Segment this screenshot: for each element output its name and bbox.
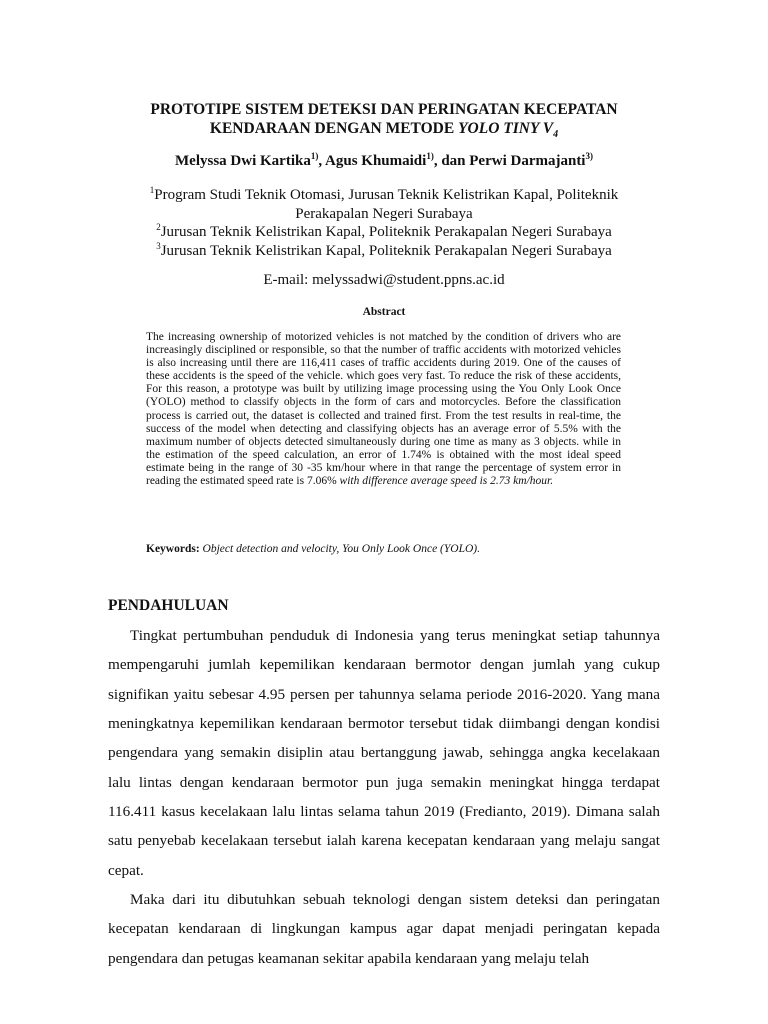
body-paragraph: Tingkat pertumbuhan penduduk di Indonesia yang terus meningkat setiap tahunnya mempengaruhi jumlah kepemilikan kendaraan bermotor dengan jumlah yang cukup signifikan yaitu sebesar 4.95 persen per tahunnya selama periode 2016-2020. Yang mana meningkatnya kepemilikan kendaraan bermotor tersebut tidak diimbangi dengan kondisi pengendara yang semakin disiplin atau bertanggung jawab, sehingga angka kecelakaan lalu lintas dengan kendaraan bermotor pun juga semakin meningkat hingga terdapat 116.411 kasus kecelakaan lalu lintas selama tahun 2019 (Fredianto, 2019). Dimana salah satu penyebab kecelakaan tersebut ialah karena kecepatan kendaraan yang melaju sangat cepat. bbox=[108, 627, 660, 879]
affiliation-text: Jurusan Teknik Kelistrikan Kapal, Politeknik Perakapalan Negeri Surabaya bbox=[160, 224, 612, 240]
title-line-2-italic: YOLO TINY V bbox=[458, 120, 554, 137]
affiliation-line bbox=[60, 186, 708, 205]
author-list bbox=[60, 151, 708, 171]
author-name: Agus Khumaidi bbox=[325, 153, 427, 169]
affiliation-text: Jurusan Teknik Kelistrikan Kapal, Politeknik Perakapalan Negeri Surabaya bbox=[160, 242, 612, 259]
abstract-heading: Abstract bbox=[362, 306, 406, 318]
affiliation-mark: 2 bbox=[156, 222, 161, 232]
abstract-body bbox=[146, 331, 621, 488]
affiliation-text: Perakapalan Negeri Surabaya bbox=[295, 205, 473, 222]
abstract-text-italic: with difference average speed is 2.73 km/hour. bbox=[336, 475, 554, 488]
affiliation-mark: 1 bbox=[149, 185, 155, 195]
affiliations bbox=[60, 186, 708, 260]
author-name: Melyssa Dwi Kartika bbox=[175, 153, 311, 169]
affiliation-mark: 3 bbox=[156, 240, 161, 251]
abstract-text: The increasing ownership of motorized vehicles is not matched by the condition of drivers who are increasingly disciplined or responsible, so that the number of traffic accidents with motorized vehicles is also increasing until there are 116,411 cases of traffic accidents during 2019. One of the causes of these accidents is the speed of the vehicle. which goes very fast. To reduce the risk of these accidents, For this reason, a prototype was built by utilizing image processing using the You Only Look Once (YOLO) method to classify objects in the form of cars and motorcycles. Before the classification process is carried out, the dataset is collected and trained first. From the test results in real-time, the success of the model when detecting and classifying objects has an average error of 5.5% with the maximum number of objects detected simultaneously during one time as many as 3 objects. while in the estimation of the speed calculation, an error of 1.74% is obtained with the most ideal speed estimate being in the range of 30 -35 km/hour where in that range the percentage of system error in reading the estimated speed rate is 7.06% bbox=[146, 331, 621, 488]
keywords-text: Object detection and velocity, You Only Look Once (YOLO). bbox=[202, 543, 480, 555]
author-affiliation-mark: 1) bbox=[310, 151, 319, 161]
affiliation-line bbox=[60, 223, 708, 242]
section-heading: PENDAHULUAN bbox=[108, 597, 229, 614]
author-affiliation-mark: 3) bbox=[585, 151, 593, 161]
author-affiliation-mark: 1) bbox=[426, 151, 434, 161]
title-line-2-text: KENDARAAN DENGAN METODE bbox=[209, 120, 459, 137]
contact-email: E-mail: melyssadwi@student.ppns.ac.id bbox=[263, 272, 505, 288]
body-paragraph: Maka dari itu dibutuhkan sebuah teknologi dengan sistem deteksi dan peringatan kecepatan kendaraan di lingkungan kampus agar dapat menjadi peringatan kepada pengendara dan petugas keamanan sekitar apabila kendaraan yang melaju telah bbox=[108, 891, 660, 967]
paper-title bbox=[60, 100, 708, 144]
affiliation-line bbox=[60, 205, 708, 224]
author-separator: , bbox=[318, 153, 326, 169]
affiliation-text: Program Studi Teknik Otomasi, Jurusan Teknik Kelistrikan Kapal, Politeknik bbox=[154, 187, 619, 203]
title-line-1: PROTOTIPE SISTEM DETEKSI DAN PERINGATAN KECEPATAN bbox=[150, 101, 618, 118]
keywords-label: Keywords: bbox=[146, 543, 203, 555]
section-body bbox=[108, 621, 660, 973]
keywords bbox=[146, 542, 621, 556]
author-separator: , dan bbox=[433, 153, 470, 169]
affiliation-line bbox=[60, 242, 708, 261]
title-subscript: 4 bbox=[553, 129, 559, 141]
title-line-2 bbox=[60, 119, 708, 144]
author-name: Perwi Darmajanti bbox=[469, 153, 586, 169]
